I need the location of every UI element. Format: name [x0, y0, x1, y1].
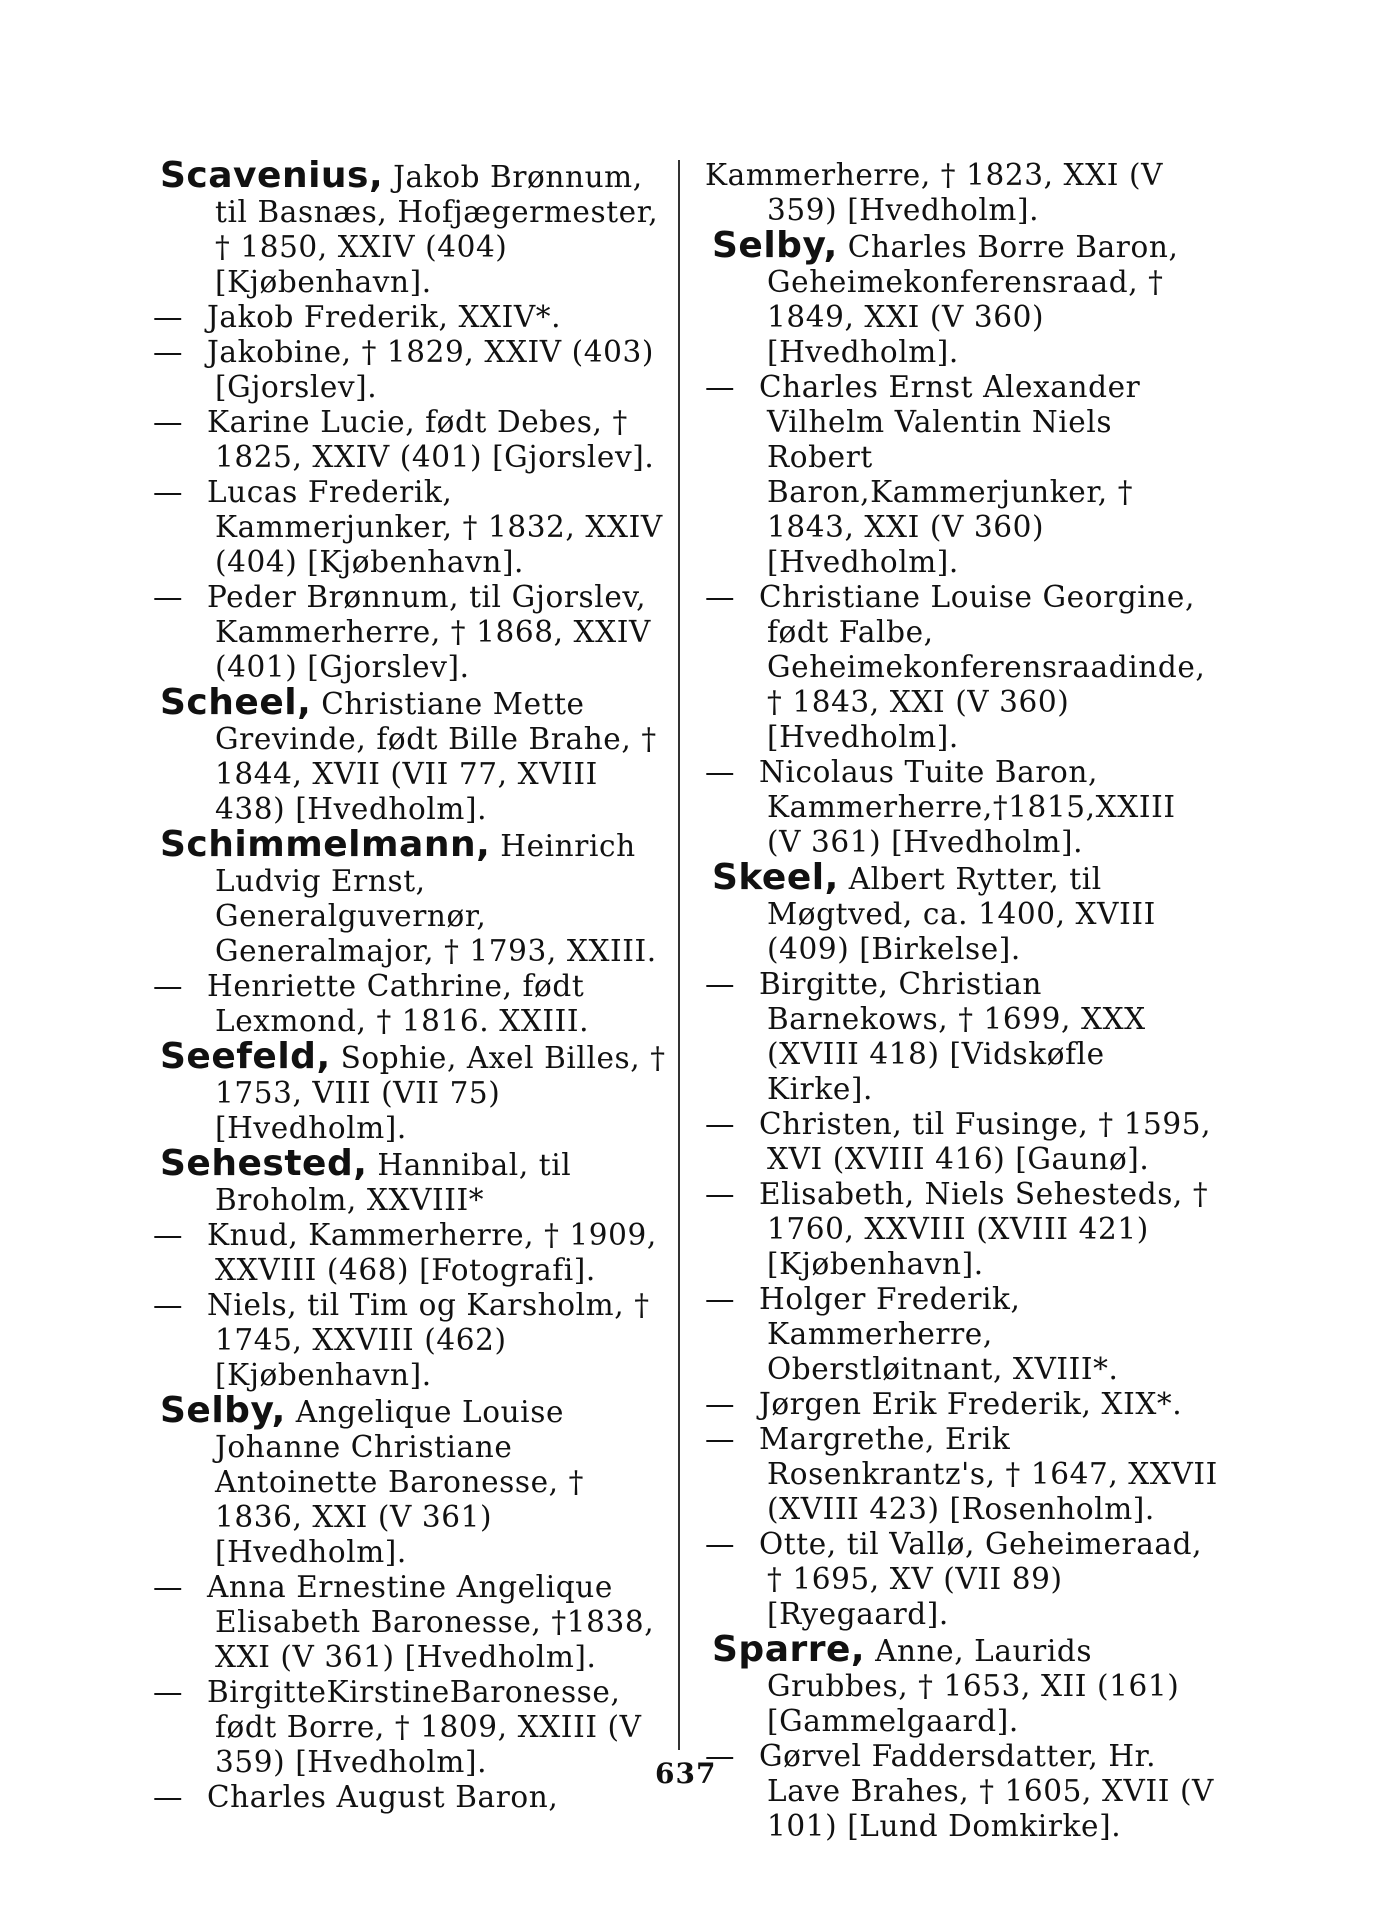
- entry-dash: —: [705, 1107, 736, 1141]
- entry-text: Jakobine, † 1829, XXIV (403) [Gjorslev].: [207, 335, 654, 404]
- entry-dash: —: [153, 1288, 184, 1322]
- entry-dash: —: [153, 335, 184, 369]
- entry-dash: —: [705, 967, 736, 1001]
- index-subentry: [705, 580, 1219, 755]
- entry-dash: —: [153, 1675, 184, 1709]
- index-entry: [705, 225, 1219, 370]
- column-divider: [678, 160, 680, 1750]
- entry-surname: Scavenius,: [160, 155, 384, 196]
- entry-text: Karine Lucie, født Debes, † 1825, XXIV (401) [Gjorslev].: [207, 405, 655, 474]
- entry-dash: —: [153, 969, 184, 1003]
- index-continuation: [705, 158, 1219, 228]
- index-subentry: [705, 1422, 1219, 1527]
- entry-text: Elisabeth, Niels Sehesteds, † 1760, XXVIII (XVIII 421) [Kjøbenhavn].: [759, 1177, 1209, 1281]
- entry-surname: Selby,: [160, 1390, 286, 1431]
- entry-text: Angelique Louise Johanne Christiane Antoinette Baronesse, † 1836, XXI (V 361) [Hvedholm].: [215, 1395, 584, 1569]
- entry-surname: Sehested,: [160, 1143, 368, 1184]
- entry-dash: —: [705, 1177, 736, 1211]
- index-subentry: [705, 1527, 1219, 1632]
- entry-dash: —: [705, 1282, 736, 1316]
- index-subentry: [153, 969, 667, 1039]
- entry-text: Christiane Mette Grevinde, født Bille Brahe, † 1844, XVII (VII 77, XVIII 438) [Hvedholm].: [215, 687, 657, 826]
- entry-text: Anna Ernestine Angelique Elisabeth Baronesse, †1838, XXI (V 361) [Hvedholm].: [207, 1570, 655, 1674]
- entry-text: Charles Borre Baron, Geheimekonferensraad, † 1849, XXI (V 360) [Hvedholm].: [767, 230, 1179, 369]
- index-column-left: [153, 155, 667, 1815]
- index-subentry: [153, 580, 667, 685]
- entry-dash: —: [705, 370, 736, 404]
- index-subentry: [153, 1780, 667, 1815]
- entry-dash: —: [705, 1422, 736, 1456]
- entry-text: Gørvel Faddersdatter, Hr. Lave Brahes, † 1605, XVII (V 101) [Lund Domkirke].: [759, 1739, 1214, 1843]
- entry-text: Peder Brønnum, til Gjorslev, Kammerherre, † 1868, XXIV (401) [Gjorslev].: [207, 580, 651, 684]
- entry-surname: Sparre,: [712, 1629, 866, 1670]
- entry-text: Jakob Frederik, XXIV*.: [207, 300, 562, 334]
- entry-text: Henriette Cathrine, født Lexmond, † 1816. XXIII.: [207, 969, 590, 1038]
- entry-text: Margrethe, Erik Rosenkrantz's, † 1647, XXVII (XVIII 423) [Rosenholm].: [759, 1422, 1218, 1526]
- entry-dash: —: [705, 1739, 736, 1773]
- index-subentry: [153, 335, 667, 405]
- entry-text: Niels, til Tim og Karsholm, † 1745, XXVIII (462) [Kjøbenhavn].: [207, 1288, 650, 1392]
- entry-dash: —: [153, 1570, 184, 1604]
- entry-text: Holger Frederik, Kammerherre, Oberstløitnant, XVIII*.: [759, 1282, 1119, 1386]
- entry-text: Anne, Laurids Grubbes, † 1653, XII (161) [Gammelgaard].: [767, 1634, 1180, 1738]
- entry-text: Lucas Frederik, Kammerjunker, † 1832, XXIV (404) [Kjøbenhavn].: [207, 475, 663, 579]
- index-entry: [153, 824, 667, 969]
- entry-text: Jørgen Erik Frederik, XIX*.: [759, 1387, 1183, 1421]
- index-entry: [705, 857, 1219, 967]
- entry-dash: —: [153, 1218, 184, 1252]
- entry-text: Kammerherre, † 1823, XXI (V 359) [Hvedholm].: [705, 158, 1164, 227]
- entry-text: Heinrich Ludvig Ernst, Generalguvernør, Generalmajor, † 1793, XXIII.: [215, 829, 657, 968]
- entry-text: Hannibal, til Broholm, XXVIII*: [215, 1148, 572, 1217]
- index-subentry: [705, 1107, 1219, 1177]
- entry-dash: —: [705, 1387, 736, 1421]
- entry-dash: —: [705, 1527, 736, 1561]
- index-subentry: [153, 475, 667, 580]
- index-subentry: [705, 1177, 1219, 1282]
- index-entry: [705, 1629, 1219, 1739]
- entry-dash: —: [705, 755, 736, 789]
- entry-surname: Schimmelmann,: [160, 824, 491, 865]
- index-entry: [153, 1036, 667, 1146]
- index-subentry: [705, 755, 1219, 860]
- entry-dash: —: [153, 300, 184, 334]
- index-entry: [153, 1143, 667, 1218]
- index-subentry: [705, 370, 1219, 580]
- entry-surname: Selby,: [712, 225, 838, 266]
- entry-dash: —: [153, 475, 184, 509]
- entry-text: Birgitte, Christian Barnekows, † 1699, XXX (XVIII 418) [Vidskøfle Kirke].: [759, 967, 1146, 1106]
- index-subentry: [153, 405, 667, 475]
- entry-text: Charles Ernst Alexander Vilhelm Valentin Niels Robert Baron,Kammerjunker, † 1843, XXI (V 360) [Hvedholm].: [759, 370, 1141, 579]
- entry-text: Christen, til Fusinge, † 1595, XVI (XVIII 416) [Gaunø].: [759, 1107, 1212, 1176]
- index-column-right: [705, 158, 1219, 1844]
- index-entry: [153, 1390, 667, 1570]
- entry-surname: Scheel,: [160, 682, 312, 723]
- entry-text: Knud, Kammerherre, † 1909, XXVIII (468) [Fotografi].: [207, 1218, 657, 1287]
- entry-dash: —: [153, 1780, 184, 1814]
- index-subentry: [153, 1288, 667, 1393]
- entry-surname: Seefeld,: [160, 1036, 331, 1077]
- index-subentry: [153, 1675, 667, 1780]
- index-subentry: [705, 1739, 1219, 1844]
- entry-text: BirgitteKirstineBaronesse, født Borre, † 1809, XXIII (V 359) [Hvedholm].: [207, 1675, 642, 1779]
- index-entry: [153, 682, 667, 827]
- entry-text: Sophie, Axel Billes, † 1753, VIII (VII 75) [Hvedholm].: [215, 1041, 666, 1145]
- entry-dash: —: [153, 405, 184, 439]
- index-subentry: [153, 1570, 667, 1675]
- entry-text: Christiane Louise Georgine, født Falbe, Geheimekonferensraadinde, † 1843, XXI (V 360) [Hvedholm].: [759, 580, 1206, 754]
- index-entry: [153, 155, 667, 300]
- index-subentry: [153, 1218, 667, 1288]
- entry-text: Jakob Brønnum, til Basnæs, Hofjægermester, † 1850, XXIV (404) [Kjøbenhavn].: [215, 160, 659, 299]
- index-subentry: [705, 1387, 1219, 1422]
- entry-dash: —: [153, 580, 184, 614]
- entry-surname: Skeel,: [712, 857, 839, 898]
- entry-text: Nicolaus Tuite Baron, Kammerherre,†1815,XXIII (V 361) [Hvedholm].: [759, 755, 1176, 859]
- entry-dash: —: [705, 580, 736, 614]
- index-subentry: [705, 967, 1219, 1107]
- index-subentry: [705, 1282, 1219, 1387]
- index-subentry: [153, 300, 667, 335]
- page-number: 637: [655, 1757, 717, 1790]
- entry-text: Otte, til Vallø, Geheimeraad, † 1695, XV (VII 89) [Ryegaard].: [759, 1527, 1203, 1631]
- entry-text: Charles August Baron,: [207, 1780, 559, 1814]
- entry-text: Albert Rytter, til Møgtved, ca. 1400, XVIII (409) [Birkelse].: [767, 862, 1156, 966]
